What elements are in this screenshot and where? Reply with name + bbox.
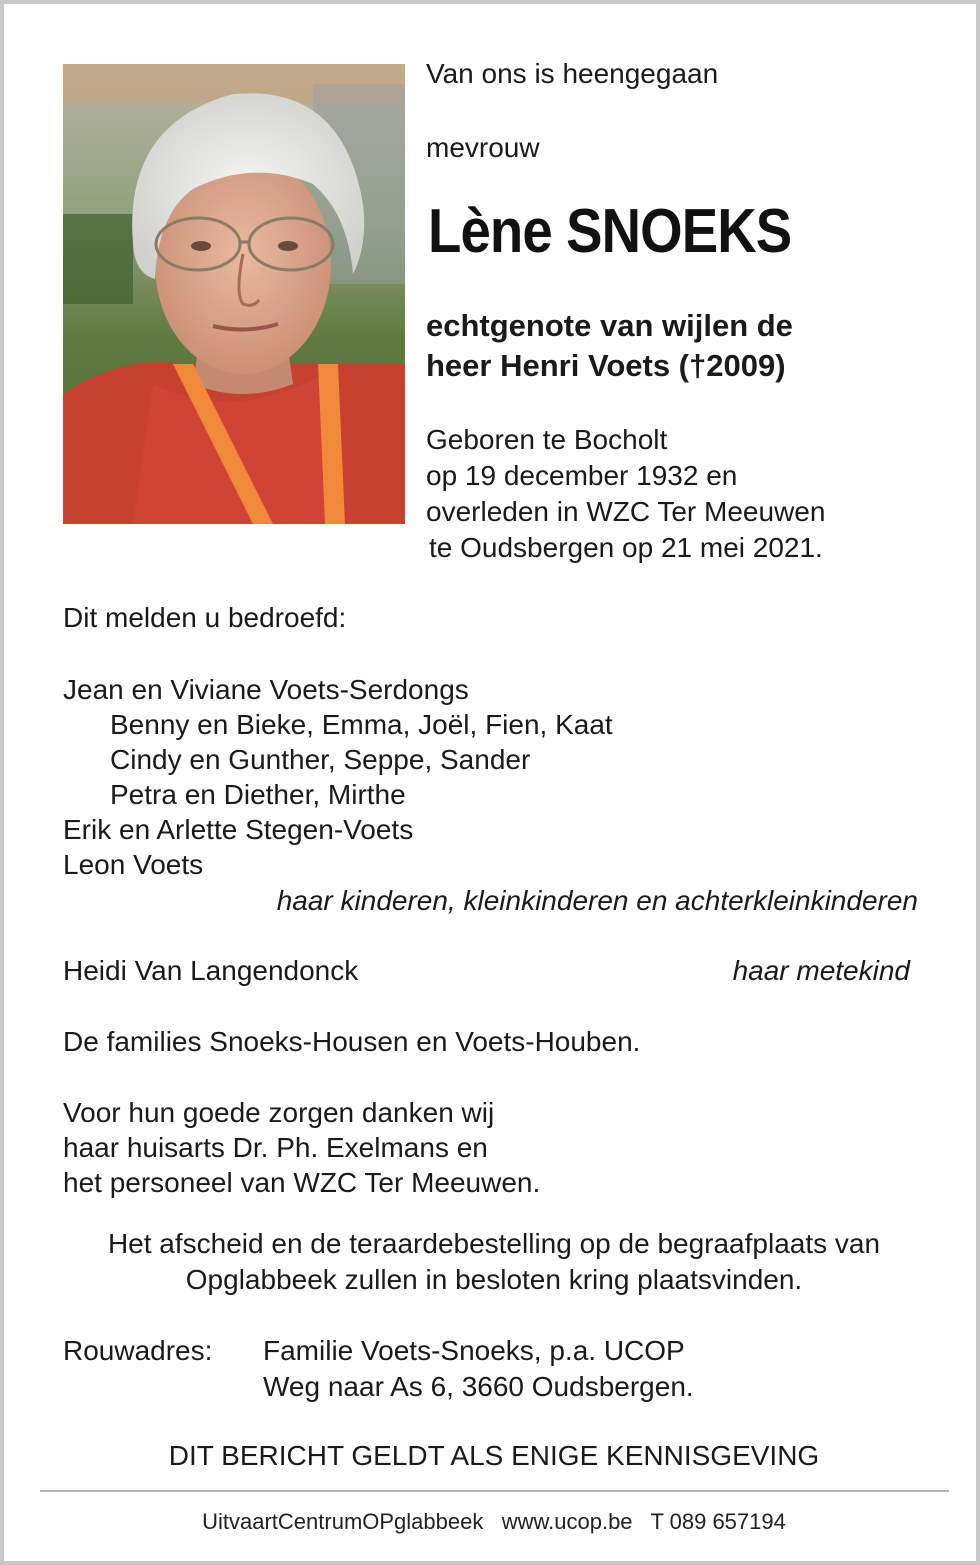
address-label: Rouwadres:: [63, 1335, 213, 1366]
honorific: mevrouw: [426, 132, 540, 163]
spouse-info: [426, 306, 966, 386]
family-line-6: Leon Voets: [63, 849, 204, 880]
families-text: De families Snoeks-Housen en Voets-Houben.: [63, 1026, 641, 1057]
footer-contact: UitvaartCentrumOPglabbeek www.ucop.be T 089 657194: [202, 1509, 786, 1534]
family-line-5: Erik en Arlette Stegen-Voets: [63, 814, 414, 845]
family-line-3: Cindy en Gunther, Seppe, Sander: [110, 744, 531, 775]
godchild-name: Heidi Van Langendonck: [63, 955, 359, 986]
birth-line-2: op 19 december 1932 en: [426, 460, 738, 491]
birth-line-4: te Oudsbergen op 21 mei 2021.: [429, 532, 823, 563]
family-line-1: Jean en Viviane Voets-Serdongs: [63, 674, 469, 705]
funeral-line-1: Het afscheid en de teraardebestelling op de begraafplaats van: [107, 1228, 881, 1259]
address-line-1: Familie Voets-Snoeks, p.a. UCOP: [263, 1335, 685, 1366]
deceased-name: Lène SNOEKS: [428, 197, 792, 266]
family-line-4: Petra en Diether, Mirthe: [110, 779, 406, 810]
portrait-photo: [63, 64, 405, 524]
godchild-role: haar metekind: [732, 955, 910, 986]
spouse-line-2: heer Henri Voets (†2009): [426, 348, 786, 383]
family-line-2: Benny en Bieke, Emma, Joël, Fien, Kaat: [110, 709, 613, 740]
announce-text: Dit melden u bedroefd:: [63, 602, 347, 633]
thanks-line-2: haar huisarts Dr. Ph. Exelmans en: [63, 1132, 488, 1163]
thanks-line-3: het personeel van WZC Ter Meeuwen.: [63, 1167, 541, 1198]
family-caption: haar kinderen, kleinkinderen en achterkleinkinderen: [276, 885, 918, 916]
thanks-line-1: Voor hun goede zorgen danken wij: [63, 1097, 495, 1128]
address-line-2: Weg naar As 6, 3660 Oudsbergen.: [263, 1371, 694, 1402]
footer-divider: [40, 1490, 949, 1492]
birth-line-1: Geboren te Bocholt: [426, 424, 668, 455]
notice-text: DIT BERICHT GELDT ALS ENIGE KENNISGEVING: [168, 1440, 820, 1471]
birth-line-3: overleden in WZC Ter Meeuwen: [426, 496, 826, 527]
birth-death-info: [426, 422, 966, 566]
spouse-line-1: echtgenote van wijlen de: [426, 308, 793, 343]
funeral-line-2: Opglabbeek zullen in besloten kring plaatsvinden.: [185, 1264, 803, 1295]
portrait-illustration: [63, 64, 405, 524]
intro-text: Van ons is heengegaan: [426, 58, 719, 89]
